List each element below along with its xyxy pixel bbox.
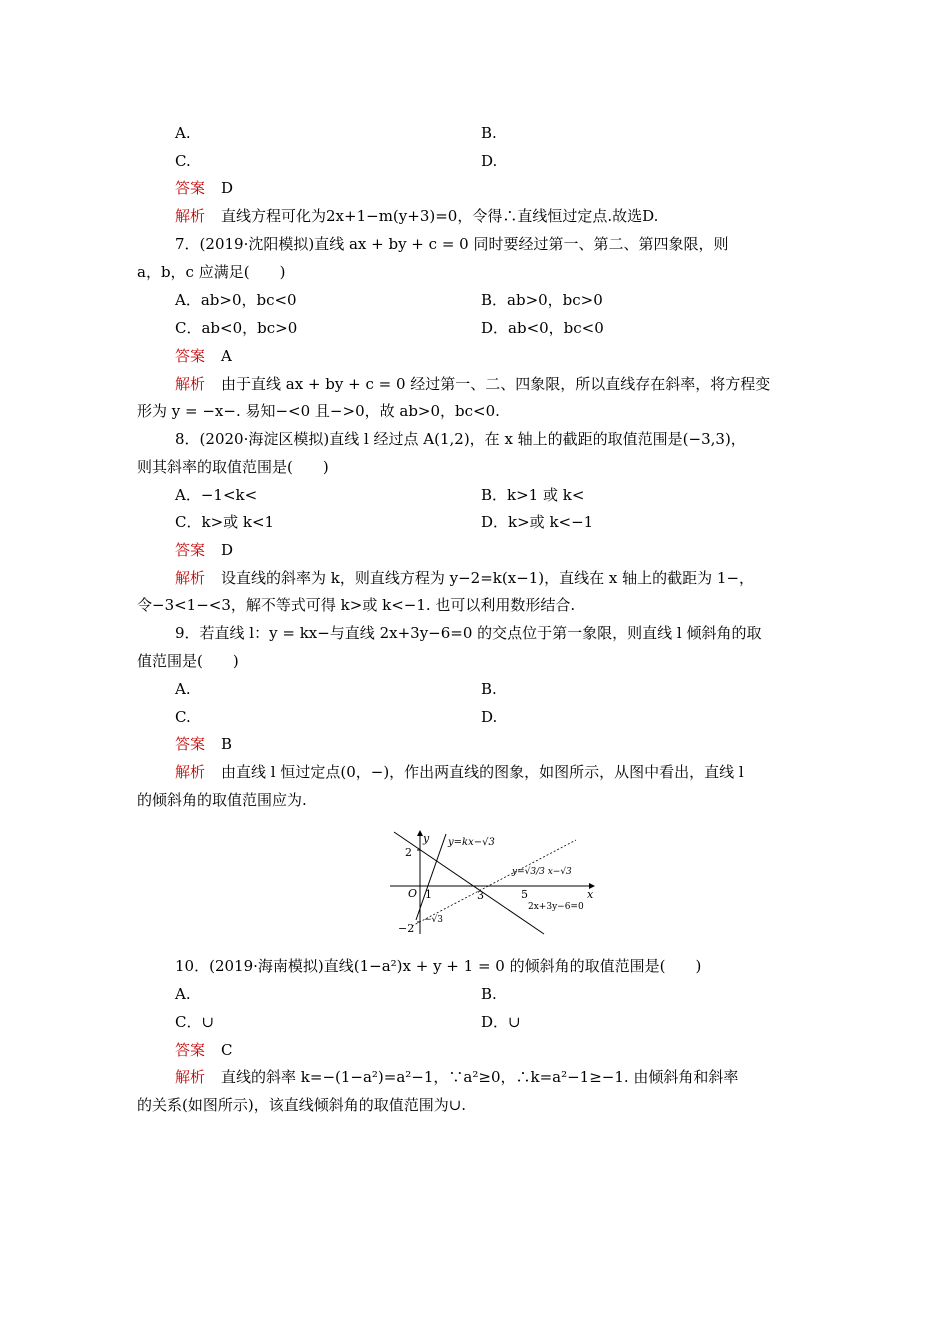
explanation-label: 解析	[175, 375, 206, 393]
answer-value: C	[221, 1041, 233, 1059]
q10-option-d: D．∪	[481, 1013, 521, 1031]
q6-answer	[175, 177, 233, 199]
line3-label: 2x+3y−6=0	[528, 902, 584, 912]
q7-option-a: A．ab>0，bc<0	[175, 291, 297, 309]
q10-option-b: B.	[481, 985, 497, 1003]
q9-option-b: B.	[481, 680, 497, 698]
q9-answer	[175, 733, 232, 755]
q10-answer	[175, 1039, 233, 1061]
tick-label-5: 5	[521, 888, 528, 901]
q8-option-b: B．k>1 或 k<	[481, 486, 585, 504]
q9-line-graph	[388, 828, 604, 940]
answer-label: 答案	[175, 179, 206, 197]
explanation-text: 由直线 l 恒过定点(0，−)，作出两直线的图象，如图所示，从图中看出，直线 l	[221, 763, 744, 781]
x-axis-label: x	[587, 888, 594, 901]
tick-label-1: 1	[425, 888, 432, 901]
explanation-label: 解析	[175, 569, 206, 587]
answer-label: 答案	[175, 347, 206, 365]
q8-option-d: D．k>或 k<−1	[481, 513, 594, 531]
answer-label: 答案	[175, 735, 206, 753]
q6-option-c: C.	[175, 152, 191, 170]
y-axis-label: y	[423, 832, 430, 845]
q8-stem-line2: 则其斜率的取值范围是( )	[137, 458, 329, 476]
q10-stem: 10．(2019·海南模拟)直线(1−a²)x + y + 1 = 0 的倾斜角的取值范围是( )	[175, 957, 702, 975]
q8-option-c: C．k>或 k<1	[175, 513, 275, 531]
q8-explanation-line2: 令−3<1−<3，解不等式可得 k>或 k<−1. 也可以利用数形结合.	[137, 596, 576, 614]
tick-label-3: 3	[477, 889, 484, 902]
q7-stem-line2: a，b，c 应满足( )	[137, 263, 286, 281]
q7-answer	[175, 345, 232, 367]
explanation-text: 设直线的斜率为 k，则直线方程为 y−2=k(x−1)，直线在 x 轴上的截距为 1−，	[221, 569, 755, 587]
origin-label: O	[408, 887, 418, 900]
answer-value: B	[221, 735, 233, 753]
line-y-sqrt3-over-3	[412, 840, 576, 926]
tick-label-2: 2	[405, 846, 412, 859]
line1-label: y=kx−√3	[448, 837, 495, 848]
q8-stem-line1: 8．(2020·海淀区模拟)直线 l 经过点 A(1,2)，在 x 轴上的截距的取值范围是(−3,3)，	[175, 430, 746, 448]
q9-stem-line1: 9．若直线 l：y = kx−与直线 2x+3y−6=0 的交点位于第一象限，则直线 l 倾斜角的取	[175, 624, 762, 642]
q7-explanation-line1	[175, 373, 770, 395]
q7-stem-line1: 7．(2019·沈阳模拟)直线 ax + by + c = 0 同时要经过第一、第二、第四象限，则	[175, 235, 729, 253]
explanation-label: 解析	[175, 207, 206, 225]
q10-option-a: A.	[175, 985, 191, 1003]
answer-label: 答案	[175, 541, 206, 559]
q9-explanation-line2: 的倾斜角的取值范围应为.	[137, 791, 307, 809]
q10-explanation-line2: 的关系(如图所示)，该直线倾斜角的取值范围为∪.	[137, 1096, 467, 1114]
explanation-text: 直线方程可化为2x+1−m(y+3)=0，令得∴直线恒过定点.故选D.	[221, 207, 659, 225]
explanation-label: 解析	[175, 763, 206, 781]
answer-value: D	[221, 541, 234, 559]
q9-explanation-line1	[175, 761, 744, 783]
q10-explanation-line1	[175, 1066, 738, 1088]
q9-option-a: A.	[175, 680, 191, 698]
explanation-label: 解析	[175, 1068, 206, 1086]
answer-value: D	[221, 179, 234, 197]
answer-value: A	[221, 347, 232, 365]
q6-option-b: B.	[481, 124, 497, 142]
q7-explanation-line2: 形为 y = −x−. 易知−<0 且−>0，故 ab>0，bc<0.	[137, 402, 500, 420]
q6-explanation	[175, 205, 658, 227]
q6-option-a: A.	[175, 124, 191, 142]
q7-option-b: B．ab>0，bc>0	[481, 291, 603, 309]
q9-option-d: D.	[481, 708, 498, 726]
tick-label-neg2: −2	[398, 922, 415, 935]
answer-label: 答案	[175, 1041, 206, 1059]
q7-option-d: D．ab<0，bc<0	[481, 319, 604, 337]
explanation-text: 直线的斜率 k=−(1−a²)=a²−1，∵a²≥0，∴k=a²−1≥−1. 由倾斜角和斜率	[221, 1068, 739, 1086]
q9-stem-line2: 值范围是( )	[137, 652, 239, 670]
q8-answer	[175, 539, 233, 561]
line2-label: y=√3/3 x−√3	[512, 867, 572, 877]
q6-option-d: D.	[481, 152, 498, 170]
explanation-text: 由于直线 ax + by + c = 0 经过第一、二、四象限，所以直线存在斜率，将方程变	[221, 375, 771, 393]
q8-explanation-line1	[175, 567, 754, 589]
neg-sqrt3-label: −√3	[424, 915, 444, 925]
q9-option-c: C.	[175, 708, 191, 726]
q10-option-c: C．∪	[175, 1013, 215, 1031]
q8-option-a: A．−1<k<	[175, 486, 258, 504]
q7-option-c: C．ab<0，bc>0	[175, 319, 298, 337]
